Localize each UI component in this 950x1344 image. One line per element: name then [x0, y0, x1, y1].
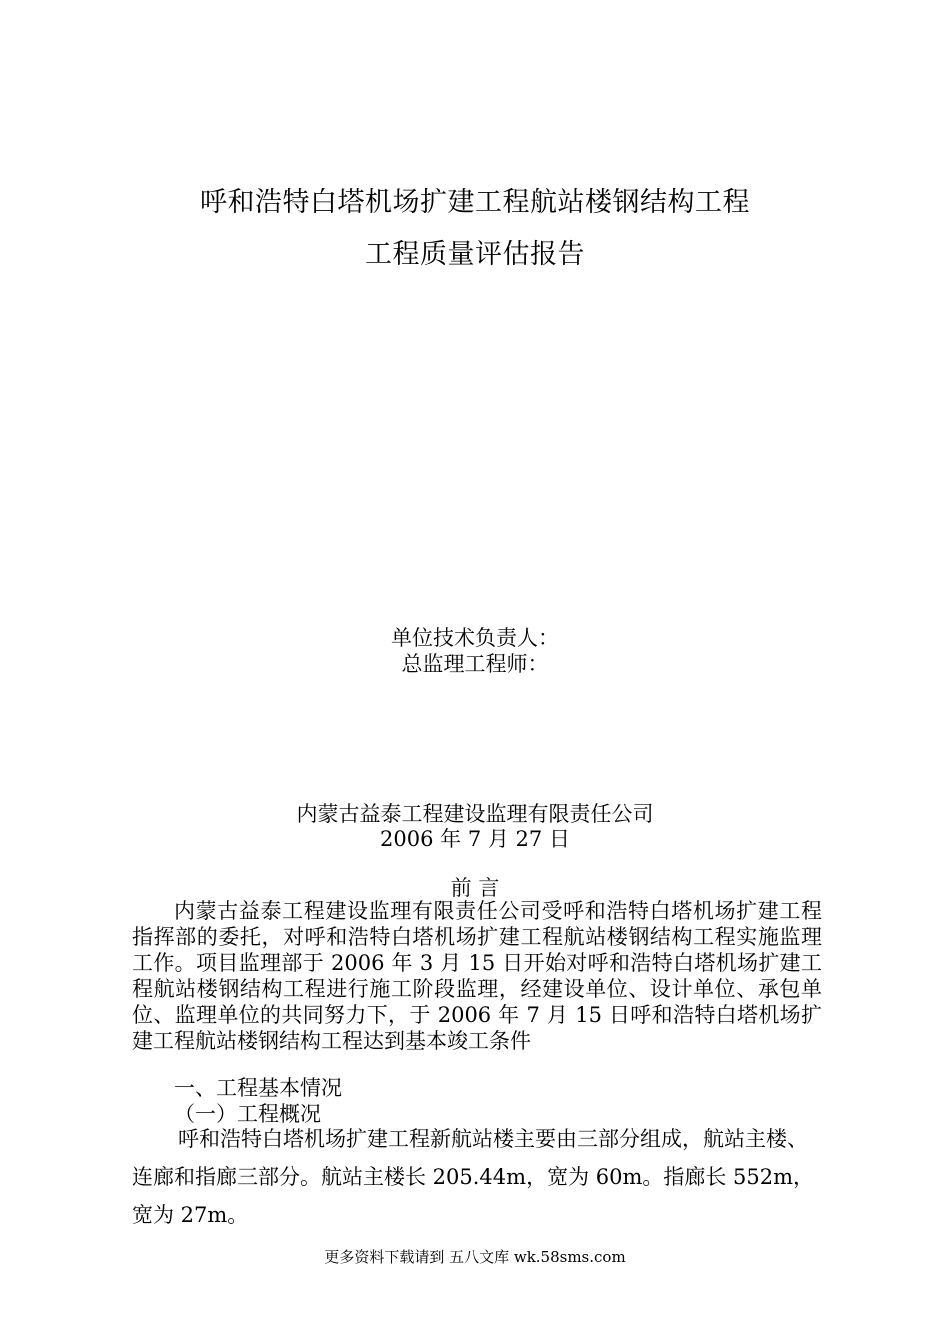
- section-heading: 一、工程基本情况: [174, 1076, 342, 1100]
- document-title-line1: 呼和浩特白塔机场扩建工程航站楼钢结构工程: [200, 187, 750, 218]
- preface-heading: 前 言: [450, 876, 500, 900]
- issuer-company: 内蒙古益泰工程建设监理有限责任公司: [296, 802, 654, 826]
- tech-lead-signature-label: 单位技术负责人：: [391, 626, 559, 650]
- footer-download-note: 更多资料下载请到 五八文库 wk.58sms.com: [324, 1248, 626, 1266]
- chief-engineer-signature-label: 总监理工程师：: [401, 652, 549, 676]
- preface-text: 内蒙古益泰工程建设监理有限责任公司受呼和浩特白塔机场扩建工程指挥部的委托，对呼和浩特白塔机场扩建工程航站楼钢结构工程实施监理工作。项目监理部于 2006 年 3 月 15 日开始对呼和浩特白塔机场扩建工程航站楼钢结构工程进行施工阶段监理，经建设单位、设计单位、承包单位、监理单位的共同努力下，于 2006 年 7 月 15 日呼和浩特白塔机场扩建工程航站楼钢结构工程达到基本竣工条件: [132, 899, 822, 1053]
- subsection-heading: （一）工程概况: [174, 1102, 321, 1126]
- document-title-line2: 工程质量评估报告: [365, 239, 585, 270]
- project-overview-text: 呼和浩特白塔机场扩建工程新航站楼主要由三部分组成，航站主楼、连廊和指廊三部分。航站主楼长 205.44m，宽为 60m。指廊长 552m，宽为 27m。: [132, 1127, 815, 1227]
- issuer-date: 2006 年 7 月 27 日: [380, 827, 570, 851]
